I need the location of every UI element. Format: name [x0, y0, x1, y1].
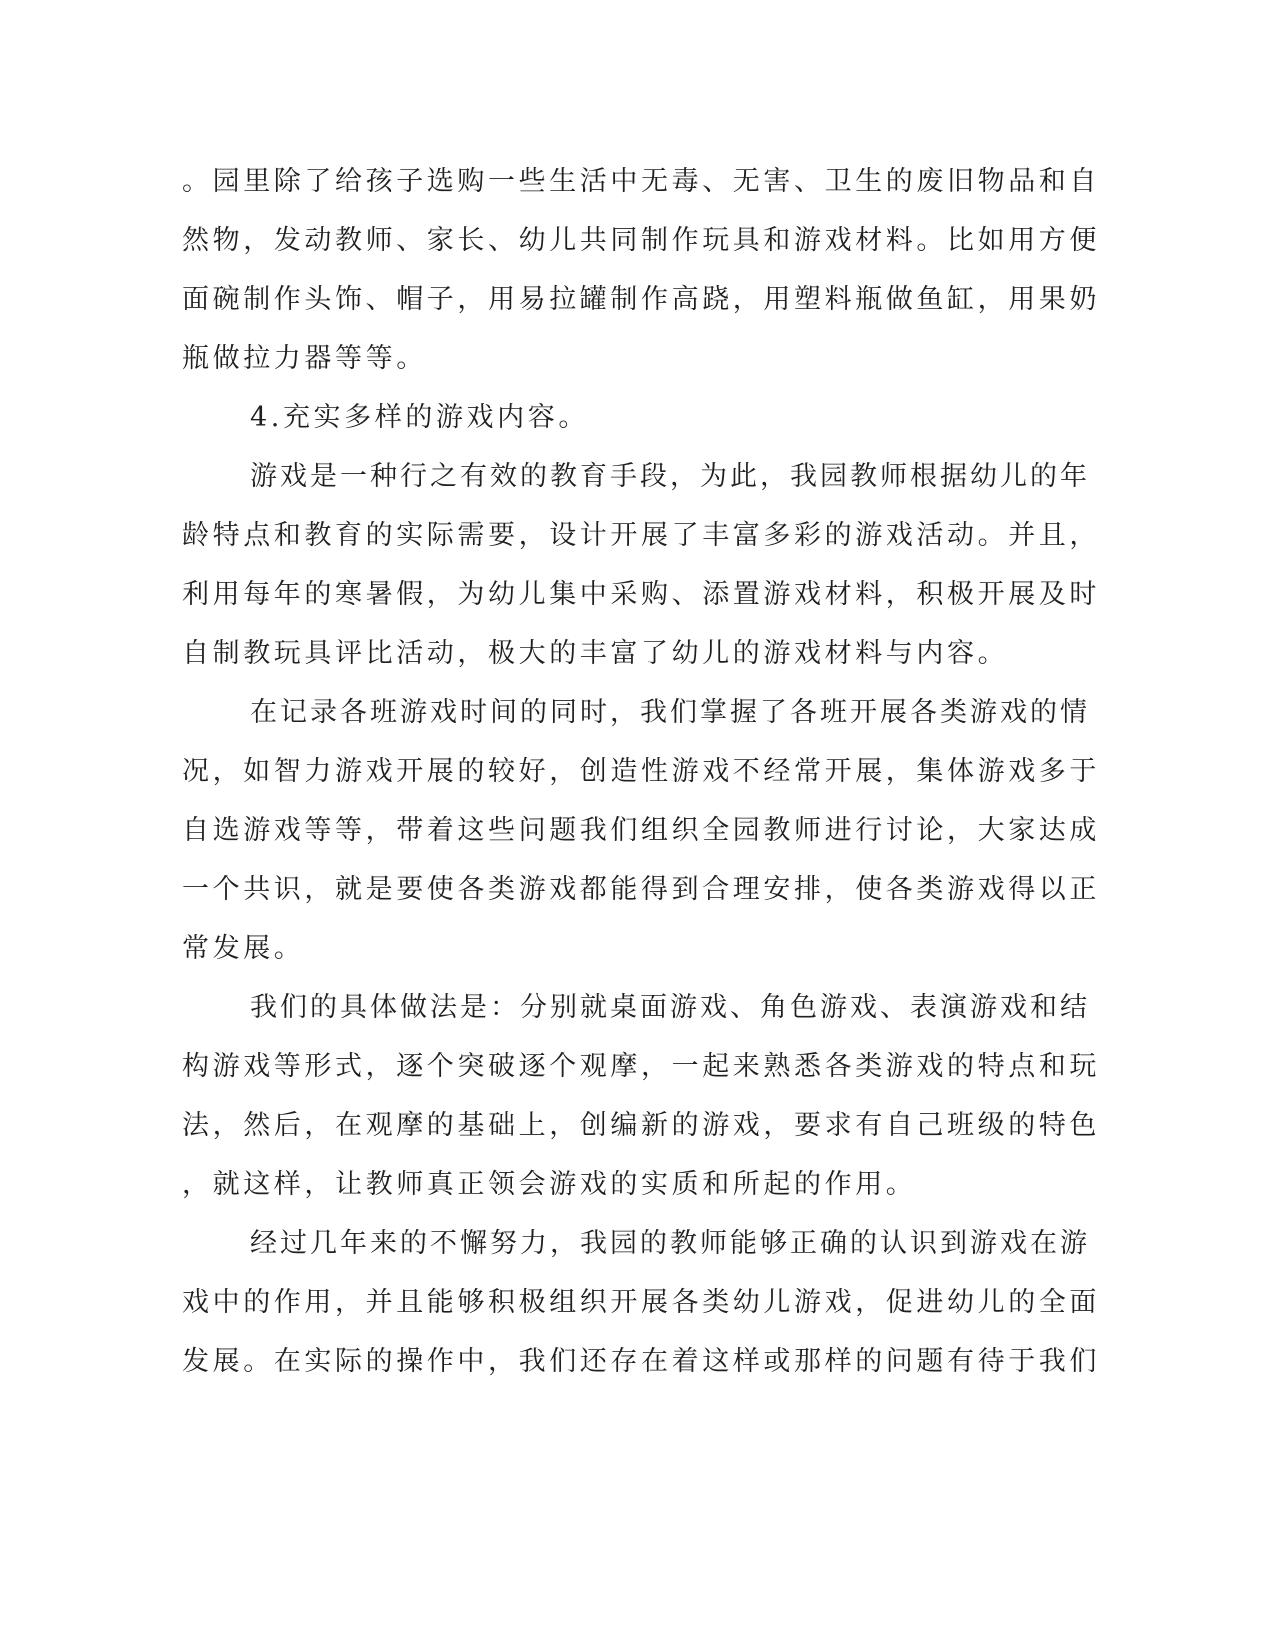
text-line: ，就这样，让教师真正领会游戏的实质和所起的作用。: [182, 1169, 917, 1200]
paragraph-first-line: 经过几年来的不懈努力，我园的教师能够正确的认识到游戏在游: [250, 1228, 1090, 1259]
text-line: 面碗制作头饰、帽子，用易拉罐制作高跷，用塑料瓶做鱼缸，用果奶: [182, 284, 1100, 315]
text-line: 戏中的作用，并且能够积极组织开展各类幼儿游戏，促进幼儿的全面: [182, 1287, 1100, 1318]
text-line: 瓶做拉力器等等。: [182, 343, 427, 374]
text-line: 构游戏等形式，逐个突破逐个观摩，一起来熟悉各类游戏的特点和玩: [182, 1051, 1100, 1082]
text-line: 常发展。: [182, 933, 305, 964]
text-line: 利用每年的寒暑假，为幼儿集中采购、添置游戏材料，积极开展及时: [182, 579, 1100, 610]
text-line: 自选游戏等等，带着这些问题我们组织全园教师进行讨论，大家达成: [182, 815, 1100, 846]
section-heading: 4.充实多样的游戏内容。: [250, 402, 589, 433]
text-line: 一个共识，就是要使各类游戏都能得到合理安排，使各类游戏得以正: [182, 874, 1100, 905]
text-line: 自制教玩具评比活动，极大的丰富了幼儿的游戏材料与内容。: [182, 638, 1009, 669]
text-line: 况，如智力游戏开展的较好，创造性游戏不经常开展，集体游戏多于: [182, 756, 1100, 787]
paragraph-first-line: 游戏是一种行之有效的教育手段，为此，我园教师根据幼儿的年: [250, 461, 1090, 492]
text-line: 法，然后，在观摩的基础上，创编新的游戏，要求有自己班级的特色: [182, 1110, 1100, 1141]
paragraph-first-line: 在记录各班游戏时间的同时，我们掌握了各班开展各类游戏的情: [250, 697, 1090, 728]
text-line: 。园里除了给孩子选购一些生活中无毒、无害、卫生的废旧物品和自: [182, 166, 1100, 197]
paragraph-first-line: 我们的具体做法是：分别就桌面游戏、角色游戏、表演游戏和结: [250, 992, 1090, 1023]
body-text: [182, 160, 1100, 1399]
text-line: 龄特点和教育的实际需要，设计开展了丰富多彩的游戏活动。并且，: [182, 520, 1100, 551]
text-line: 然物，发动教师、家长、幼儿共同制作玩具和游戏材料。比如用方便: [182, 225, 1100, 256]
text-line: 发展。在实际的操作中，我们还存在着这样或那样的问题有待于我们: [182, 1346, 1100, 1377]
